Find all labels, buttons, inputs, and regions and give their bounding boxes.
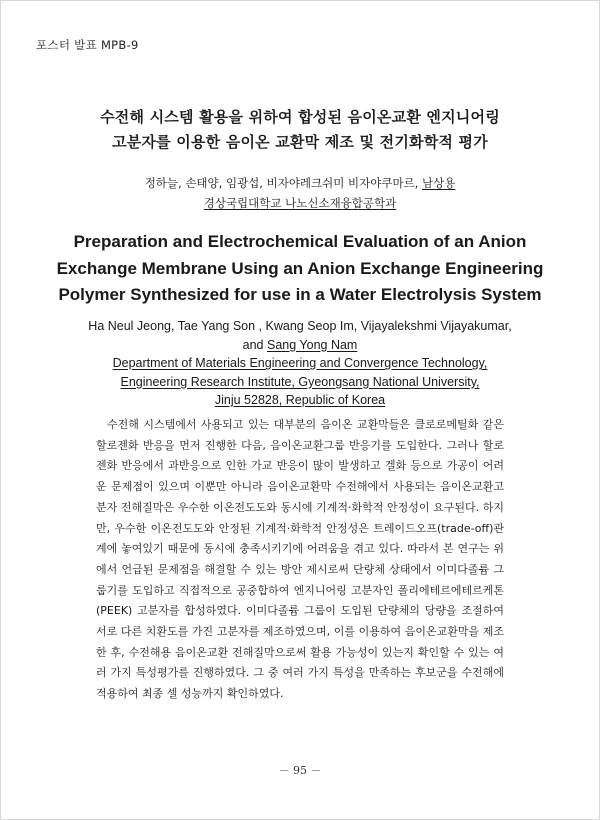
korean-title-line-1: 수전해 시스템 활용을 위하여 합성된 음이온교환 엔지니어링 <box>100 108 500 126</box>
english-title-line-2: Exchange Membrane Using an Anion Exchange Engineering <box>56 258 544 278</box>
english-affiliation-line-2: Engineering Research Institute, Gyeongsang National University, <box>120 374 480 389</box>
abstract-paragraph: 수전해 시스템에서 사용되고 있는 대부분의 음이온 교환막들은 클로로메틸화 같은 할로젠화 반응을 먼저 진행한 다음, 음이온교환그룹 반응기를 도입한다. 그러나 할로젠화 반응에서 과반응으로 인한 가교 반응이 많이 발생하고 겔화 등으로 가공이 어려운 문제점이 있으며 이뿐만 아니라 음이온교환막 수전해에서 사용되는 음이온교환고분자 전해질막은 우수한 이온전도도와 동시에 기계적·화학적 안정성이 요구된다. 하지만, 우수한 이온전도도와 안정된 기계적·화학적 안정성은 트레이드오프(trade-off)관계에 놓여있기 때문에 동시에 충족시키기에 어려움을 겪고 있다. 따라서 본 연구는 위에서 언급된 문제점을 해결할 수 있는 방안 제시로써 단량체 상태에서 이미다졸륨 그룹기를 도입하고 직접적으로 공중합하여 엔지니어링 고분자인 폴리에테르에테르케톤(PEEK) 고분자를 합성하였다. 이미다졸륨 그룹이 도입된 단량체의 당량을 조절하여 서로 다른 치환도를 가진 고분자를 제조하였으며, 이를 이용하여 음이온교환막을 제조한 후, 수전해용 음이온교환 전해질막으로써 활용 가능성이 있는지 확인할 수 있는 여러 가지 특성평가를 진행하였다. 그 중 여러 가지 특성을 만족하는 후보군을 수전해에 적용하여 최종 셀 성능까지 확인하였다. <box>96 418 504 701</box>
english-title-line-1: Preparation and Electrochemical Evaluation of an Anion <box>73 232 527 251</box>
korean-title <box>40 105 560 155</box>
page-number: － 95 － <box>278 764 322 777</box>
korean-title-line-2: 고분자를 이용한 음이온 교환막 제조 및 전기화학적 평가 <box>112 133 488 151</box>
english-affiliation-line-1: Department of Materials Engineering and Convergence Technology, <box>112 356 488 370</box>
korean-authors-list: 정하늘, 손태양, 임광섭, 비자야레크쉬미 비자야쿠마르, <box>144 176 422 190</box>
english-corresponding-author: Sang Yong Nam <box>266 337 358 352</box>
english-title <box>30 229 570 309</box>
english-title-line-3: Polymer Synthesized for use in a Water Electrolysis System <box>58 285 542 304</box>
korean-corresponding-author: 남상용 <box>421 176 456 190</box>
english-author-block <box>30 317 570 410</box>
english-authors-and: and <box>242 337 267 352</box>
english-authors-line-2 <box>30 336 570 355</box>
english-authors-line-1: Ha Neul Jeong, Tae Yang Son , Kwang Seop Im, Vijayalekshmi Vijayakumar, <box>88 319 512 333</box>
session-tag: 포스터 발표 MPB-9 <box>36 38 139 52</box>
english-affiliation-line-3: Jinju 52828, Republic of Korea <box>214 393 386 407</box>
korean-author-block <box>40 173 560 213</box>
korean-affiliation: 경상국립대학교 나노신소재융합공학과 <box>203 196 397 210</box>
abstract-body <box>96 415 504 705</box>
korean-authors <box>40 173 560 193</box>
